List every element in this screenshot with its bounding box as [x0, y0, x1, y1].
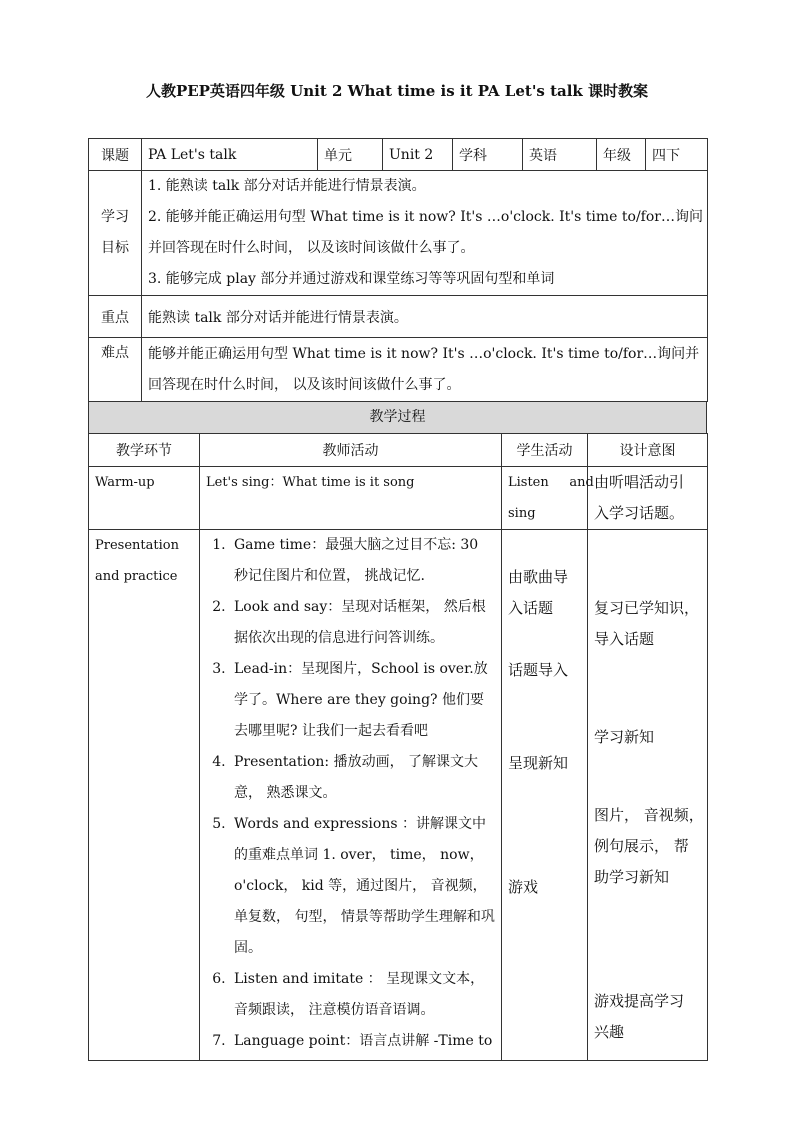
unit-value: Unit 2	[383, 139, 453, 171]
objectives-label-2: 目标	[101, 240, 129, 256]
presentation-row	[89, 530, 708, 1061]
info-row-key	[89, 296, 708, 338]
warmup-teacher: Let's sing：What time is it song	[200, 467, 502, 530]
info-row-difficult	[89, 338, 708, 402]
design-intent: 助学习新知	[594, 868, 670, 886]
difficult-line: 能够并能正确运用句型 What time is it now? It's …o'clock. It's time to/for…询问并	[148, 345, 700, 362]
unit-label: 单元	[318, 139, 383, 171]
teacher-step: 7. Language point：语言点讲解 -Time to	[230, 1026, 495, 1057]
student-activity: 游戏	[508, 878, 539, 896]
document-title: 人教PEP英语四年级 Unit 2 What time is it PA Let's talk 课时教案	[145, 82, 649, 100]
topic-label: 课题	[89, 139, 142, 171]
teacher-step: 2. Look and say：呈现对话框架， 然后根据依次出现的信息进行问答训练。	[230, 592, 495, 654]
header-stage: 教学环节	[89, 434, 200, 467]
teacher-steps-list	[206, 530, 495, 1057]
warmup-student-line: Listen and	[508, 475, 594, 490]
teacher-step: 3. Lead-in：呈现图片，School is over.放学了。Where are they going? 他们要去哪里呢? 让我们一起去看看吧	[230, 654, 495, 747]
teaching-process-table	[88, 433, 708, 1061]
warmup-intent-line: 由听唱活动引	[594, 473, 685, 491]
teacher-step: 6. Listen and imitate ： 呈现课文文本，音频跟读， 注意模仿语音语调。	[230, 964, 495, 1026]
design-intent: 游戏提高学习	[594, 992, 685, 1010]
teacher-step: 4. Presentation: 播放动画， 了解课文大意， 熟悉课文。	[230, 747, 495, 809]
difficult-label: 难点	[89, 338, 142, 402]
subject-label: 学科	[453, 139, 523, 171]
process-header-row	[89, 434, 708, 467]
objectives-label-1: 学习	[101, 209, 129, 225]
student-activity: 由歌曲导	[508, 568, 569, 586]
grade-value: 四下	[646, 139, 708, 171]
design-intent: 导入话题	[594, 630, 655, 648]
warmup-stage: Warm-up	[89, 467, 200, 530]
difficult-line: 回答现在时什么时间， 以及该时间该做什么事了。	[148, 376, 461, 393]
topic-value: PA Let's talk	[142, 139, 318, 171]
objective-line: 3. 能够完成 play 部分并通过游戏和课堂练习等等巩固句型和单词	[148, 271, 555, 287]
objective-line: 1. 能熟读 talk 部分对话并能进行情景表演。	[148, 178, 426, 194]
presentation-stage-line: Presentation	[95, 538, 179, 553]
objective-line: 并回答现在时什么时间， 以及该时间该做什么事了。	[148, 240, 475, 256]
objective-line: 2. 能够并能正确运用句型 What time is it now? It's …o'clock. It's time to/for…询问	[148, 209, 703, 225]
presentation-stage-line: and practice	[95, 569, 178, 584]
header-intent: 设计意图	[588, 434, 708, 467]
info-row-objectives	[89, 171, 708, 296]
warmup-student-line: sing	[508, 506, 536, 521]
student-activity: 呈现新知	[508, 754, 569, 772]
key-label: 重点	[89, 296, 142, 338]
header-student: 学生活动	[502, 434, 588, 467]
design-intent: 学习新知	[594, 728, 655, 746]
design-intent: 复习已学知识，	[594, 599, 700, 617]
student-activity: 入话题	[508, 599, 554, 617]
lesson-info-table	[88, 138, 708, 402]
info-row-topic	[89, 139, 708, 171]
header-teacher: 教师活动	[200, 434, 502, 467]
grade-label: 年级	[597, 139, 646, 171]
warmup-row	[89, 467, 708, 530]
student-activity: 话题导入	[508, 661, 569, 679]
design-intent: 图片， 音视频，	[594, 806, 704, 824]
subject-value: 英语	[523, 139, 597, 171]
design-intent: 例句展示， 帮	[594, 837, 689, 855]
teacher-step: 1. Game time：最强大脑之过目不忘: 30 秒记住图片和位置， 挑战记忆.	[230, 530, 495, 592]
warmup-intent-line: 入学习话题。	[594, 504, 685, 522]
teacher-step: 5. Words and expressions ：讲解课文中的重难点单词 1. over， time， now，o'clock， kid 等，通过图片， 音视频，单复数， 句型， 情景等帮助学生理解和巩固。	[230, 809, 495, 964]
design-intent: 兴趣	[594, 1023, 625, 1041]
process-band-title: 教学过程	[88, 401, 707, 434]
key-value: 能熟读 talk 部分对话并能进行情景表演。	[142, 296, 708, 338]
